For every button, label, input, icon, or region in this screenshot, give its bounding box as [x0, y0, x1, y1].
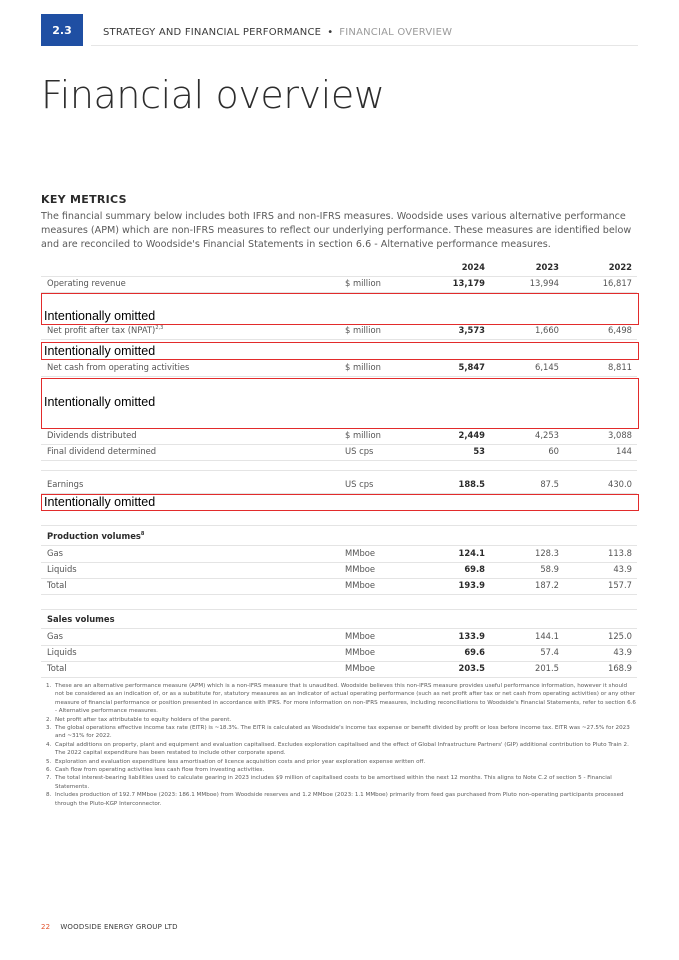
- row-label: Net cash from operating activities: [47, 362, 190, 372]
- page-number: 22: [41, 923, 51, 931]
- value-2022: 125.0: [608, 631, 632, 641]
- table-row: [41, 629, 637, 646]
- footnote: [41, 766, 637, 774]
- footnote-number: 8.: [46, 792, 52, 799]
- value-2023: 4,253: [535, 430, 559, 440]
- column-2024: 2024: [461, 262, 485, 272]
- value-2022: 430.0: [608, 479, 632, 489]
- footnote-number: 6.: [46, 767, 52, 774]
- value-2023: 201.5: [535, 663, 559, 673]
- table-row: [41, 360, 637, 377]
- production-title: Production volumes: [47, 531, 141, 541]
- value-2024: 53: [473, 446, 485, 456]
- value-2022: 6,498: [608, 325, 632, 335]
- footnote-ref: 8: [140, 531, 145, 538]
- column-2023: 2023: [535, 262, 559, 272]
- section-title: STRATEGY AND FINANCIAL PERFORMANCE: [103, 27, 322, 38]
- row-unit: $ million: [345, 325, 381, 335]
- footnote: [41, 741, 637, 758]
- omitted-block: [41, 378, 639, 429]
- value-2023: 1,660: [535, 325, 559, 335]
- row-unit: $ million: [345, 278, 381, 288]
- subsection-title: FINANCIAL OVERVIEW: [339, 27, 453, 38]
- value-2023: 6,145: [535, 362, 559, 372]
- row-unit: $ million: [345, 430, 381, 440]
- footnote: [41, 682, 637, 716]
- value-2023: 13,994: [529, 278, 559, 288]
- row-label: Liquids: [47, 647, 77, 657]
- omitted-block: [41, 494, 639, 511]
- value-2022: 43.9: [613, 647, 632, 657]
- header-separator: •: [327, 27, 334, 38]
- page-footer: [41, 923, 178, 931]
- row-label: Gas: [47, 548, 63, 558]
- value-2022: 144: [616, 446, 632, 456]
- row-unit: MMboe: [345, 548, 376, 558]
- value-2023: 60: [548, 446, 559, 456]
- footnote-text: Cash flow from operating activities less cash flow from investing activities.: [55, 767, 265, 774]
- row-unit: MMboe: [345, 663, 376, 673]
- footnote-text: Includes production of 192.7 MMboe (2023: 186.1 MMboe) from Woodside reserves and 1.2 MMboe (2023: 1.1 MMboe) primarily from feed gas purchased from Pluto non-operating participants processed through the Pluto-KGP Interconnector.: [55, 792, 624, 807]
- value-2022: 43.9: [613, 564, 632, 574]
- value-2022: 8,811: [608, 362, 632, 372]
- footnote: [41, 758, 637, 766]
- value-2024: 69.8: [464, 564, 485, 574]
- section-number-tab: 2.3: [41, 14, 83, 46]
- spacer-row: [41, 511, 637, 526]
- table-row: [41, 444, 637, 461]
- production-section-header: [41, 529, 637, 546]
- row-label: Total: [47, 580, 67, 590]
- value-2024: 203.5: [458, 663, 485, 673]
- omitted-block: [41, 293, 639, 325]
- footnote: [41, 724, 637, 741]
- row-label: [47, 325, 163, 335]
- row-label: Final dividend determined: [47, 446, 157, 456]
- row-unit: MMboe: [345, 647, 376, 657]
- footnote-text: These are an alternative performance measure (APM) which is a non-IFRS measure that is unaudited. Woodside believes this non-IFRS measure provides useful performance information, however it should not be considered as an indication of, or as a substitute for, statutory measures as an indicator of actual operating performance (such as net profit after tax or net cash from operating activities) or any other measure of financial performance or position presented in accordance with IFRS. For more information on non-IFRS measures, including reconciliations to Woodside's Financial Statements, refer to section 6.6 - Alternative performance measures.: [55, 683, 636, 715]
- value-2022: 157.7: [608, 580, 632, 590]
- value-2024: 5,847: [458, 362, 485, 372]
- table-row: [41, 323, 637, 340]
- value-2023: 57.4: [540, 647, 559, 657]
- value-2024: 69.6: [464, 647, 485, 657]
- section-label: [47, 531, 144, 541]
- row-unit: MMboe: [345, 631, 376, 641]
- key-metrics-intro: The financial summary below includes both IFRS and non-IFRS measures. Woodside uses various alternative performance measures (APM) which are non-IFRS measures to reflect our underlying performance. These measures are identified below and are reconciled to Woodside's Financial Statements in section 6.6 - Alternative performance measures.: [41, 211, 632, 250]
- value-2023: 128.3: [535, 548, 559, 558]
- sales-section-header: [41, 612, 637, 629]
- omitted-label: Intentionally omitted: [44, 344, 156, 358]
- row-label: Dividends distributed: [47, 430, 137, 440]
- footnote-number: 7.: [46, 775, 52, 782]
- table-header-row: [41, 260, 637, 277]
- footnote-number: 3.: [46, 725, 52, 732]
- footnote: [41, 774, 637, 791]
- table-row: [41, 477, 637, 494]
- table-row: [41, 661, 637, 678]
- table-row: [41, 562, 637, 579]
- row-label: Total: [47, 663, 67, 673]
- value-2023: 144.1: [535, 631, 559, 641]
- company-name: WOODSIDE ENERGY GROUP LTD: [60, 923, 178, 931]
- value-2022: 113.8: [608, 548, 632, 558]
- value-2024: 2,449: [458, 430, 485, 440]
- footnote-number: 1.: [46, 683, 52, 689]
- omitted-label: Intentionally omitted: [44, 395, 156, 409]
- footnote-text: Net profit after tax attributable to equity holders of the parent.: [55, 716, 232, 723]
- npat-label: Net profit after tax (NPAT): [47, 325, 156, 335]
- column-2022: 2022: [608, 262, 632, 272]
- row-label: Gas: [47, 631, 63, 641]
- table-row: [41, 276, 637, 293]
- page-title: Financial overview: [41, 73, 385, 117]
- key-metrics-heading: KEY METRICS: [41, 193, 127, 206]
- row-unit: US cps: [345, 446, 374, 456]
- value-2024: 13,179: [452, 278, 485, 288]
- value-2024: 3,573: [458, 325, 485, 335]
- spacer-row: [41, 595, 637, 610]
- row-unit: MMboe: [345, 564, 376, 574]
- omitted-label: Intentionally omitted: [44, 309, 156, 323]
- row-label: Operating revenue: [47, 278, 126, 288]
- value-2023: 187.2: [535, 580, 559, 590]
- row-unit: US cps: [345, 479, 374, 489]
- omitted-label: Intentionally omitted: [44, 495, 156, 509]
- footnote-ref: 2,3: [155, 325, 164, 332]
- value-2022: 3,088: [608, 430, 632, 440]
- value-2022: 168.9: [608, 663, 632, 673]
- value-2022: 16,817: [602, 278, 632, 288]
- section-label: Sales volumes: [47, 614, 115, 624]
- header-divider: [91, 45, 638, 46]
- page-header: [103, 27, 452, 38]
- value-2024: 193.9: [458, 580, 485, 590]
- row-label: Liquids: [47, 564, 77, 574]
- table-row: [41, 546, 637, 563]
- row-unit: MMboe: [345, 580, 376, 590]
- footnotes: [41, 682, 637, 808]
- table-row: [41, 645, 637, 662]
- value-2023: 87.5: [540, 479, 559, 489]
- value-2024: 188.5: [458, 479, 485, 489]
- footnote-number: 4.: [46, 741, 52, 748]
- footnote-number: 5.: [46, 758, 52, 765]
- omitted-block: [41, 342, 639, 360]
- row-unit: $ million: [345, 362, 381, 372]
- footnote-text: Capital additions on property, plant and equipment and evaluation capitalised. Excludes exploration capitalised and the effect of Global Infrastructure Partners' (GIP) additional contribution to Pluto Train 2. The 2022 capital expenditure has been restated to include other corporate spend.: [55, 741, 629, 757]
- spacer-row: [41, 460, 637, 471]
- table-row: [41, 428, 637, 445]
- footnote: [41, 716, 637, 724]
- table-row: [41, 578, 637, 595]
- value-2024: 133.9: [458, 631, 485, 641]
- row-label: Earnings: [47, 479, 84, 489]
- footnote-text: The global operations effective income tax rate (EITR) is ~18.3%. The EITR is calculated as Woodside's income tax expense or benefit divided by profit or loss before income tax. EITR was ~27.5% for 2023 and ~31% for 2022.: [55, 725, 630, 740]
- footnote: [41, 791, 637, 808]
- footnote-number: 2.: [46, 716, 52, 723]
- value-2024: 124.1: [458, 548, 485, 558]
- value-2023: 58.9: [540, 564, 559, 574]
- footnote-text: The total interest-bearing liabilities used to calculate gearing in 2023 includes $9 million of capitalised costs to be amortised within the next 12 months. This aligns to Note C.2 of section 5 - Financial Statements.: [55, 775, 612, 790]
- footnote-text: Exploration and evaluation expenditure less amortisation of licence acquisition costs and prior year exploration expense written off.: [55, 758, 426, 765]
